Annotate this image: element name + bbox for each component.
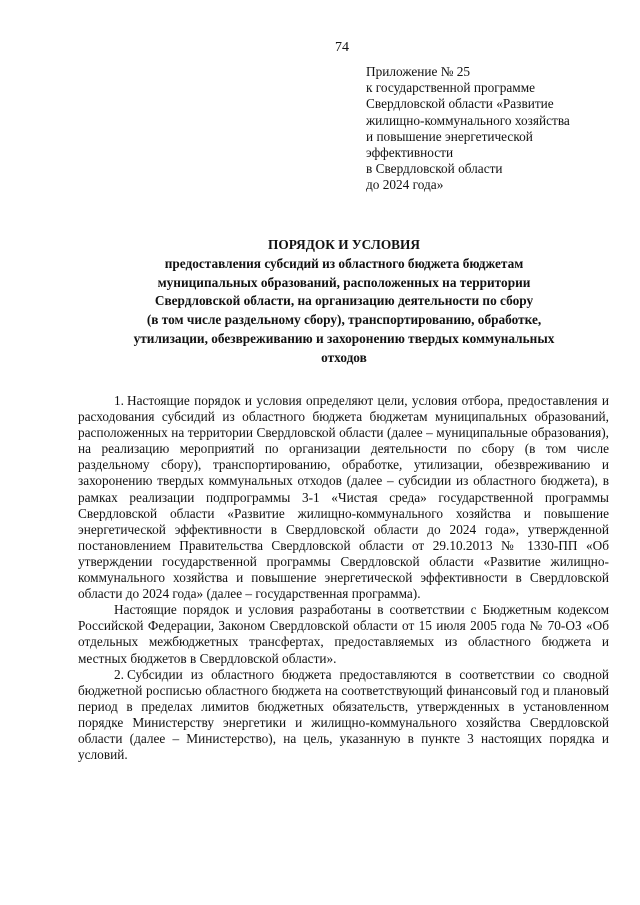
paragraph-number: 2.	[114, 666, 124, 682]
title-line: предоставления субсидий из областного бюджета бюджетам	[164, 255, 524, 271]
paragraph-1-continuation	[78, 602, 609, 666]
appendix-header	[366, 64, 616, 194]
title-line: Свердловской области, на организацию деятельности по сбору	[154, 293, 534, 309]
appendix-line: жилищно-коммунального хозяйства	[366, 112, 570, 128]
title-heading: ПОРЯДОК И УСЛОВИЯ	[268, 237, 420, 252]
appendix-line: эффективности	[366, 145, 454, 161]
appendix-line: Свердловской области «Развитие	[366, 96, 554, 112]
paragraph-text: Субсидии из областного бюджета предоставляются в соответствии со сводной бюджетной росписью областного бюджета на соответствующий финансовый год и плановый период в пределах лимитов бюджетных обязательств, утвержденных в установленном порядке Министерству энергетики и жилищно-коммунального хозяйства Свердловской области (далее – Министерство), на цель, указанную в пункте 3 настоящих порядка и условий.	[78, 666, 609, 763]
title-line: отходов	[321, 349, 367, 365]
appendix-line: до 2024 года»	[366, 177, 444, 193]
page-number: 74	[335, 40, 349, 55]
document-title	[60, 236, 628, 368]
paragraph-2	[78, 667, 609, 764]
appendix-line: и повышение энергетической	[366, 128, 533, 144]
title-line: муниципальных образований, расположенных на территории	[157, 274, 531, 290]
appendix-line: к государственной программе	[366, 80, 536, 96]
document-body	[78, 393, 609, 763]
paragraph-1	[78, 393, 609, 602]
appendix-line: в Свердловской области	[366, 161, 503, 177]
paragraph-number: 1.	[114, 393, 124, 408]
appendix-line: Приложение № 25	[366, 64, 470, 79]
paragraph-text: Настоящие порядок и условия разработаны в соответствии с Бюджетным кодексом Российской Федерации, Законом Свердловской области от 15 июля 2005 года № 70-ОЗ «Об отдельных межбюджетных трансфертах, предоставляемых из областного бюджета и местных бюджетов в Свердловской области».	[78, 602, 609, 666]
title-line: (в том числе раздельному сбору), транспортированию, обработке,	[146, 312, 542, 328]
paragraph-text: Настоящие порядок и условия определяют цели, условия отбора, предоставления и расходования субсидий из областного бюджета бюджетам муниципальных образований, расположенных на территории Свердловской области (далее – муниципальные образования), на реализацию мероприятий по организации деятельности по сбору (в том числе раздельному сбору), транспортированию, обработке, утилизации, обезвреживанию и захоронению твердых коммунальных отходов (далее – субсидии из областного бюджета), в рамках реализации подпрограммы 3-1 «Чистая среда» государственной программы Свердловской области «Развитие жилищно-коммунального хозяйства и повышение энергетической эффективности в Свердловской области до 2024 года», утвержденной постановлением Правительства Свердловской области от 29.10.2013 № 1330-ПП «Об утверждении государственной программы Свердловской области «Развитие жилищно-коммунального хозяйства и повышение энергетической эффективности в Свердловской области до 2024 года» (далее – государственная программа).	[78, 393, 609, 602]
title-line: утилизации, обезвреживанию и захоронению твердых коммунальных	[133, 330, 555, 346]
